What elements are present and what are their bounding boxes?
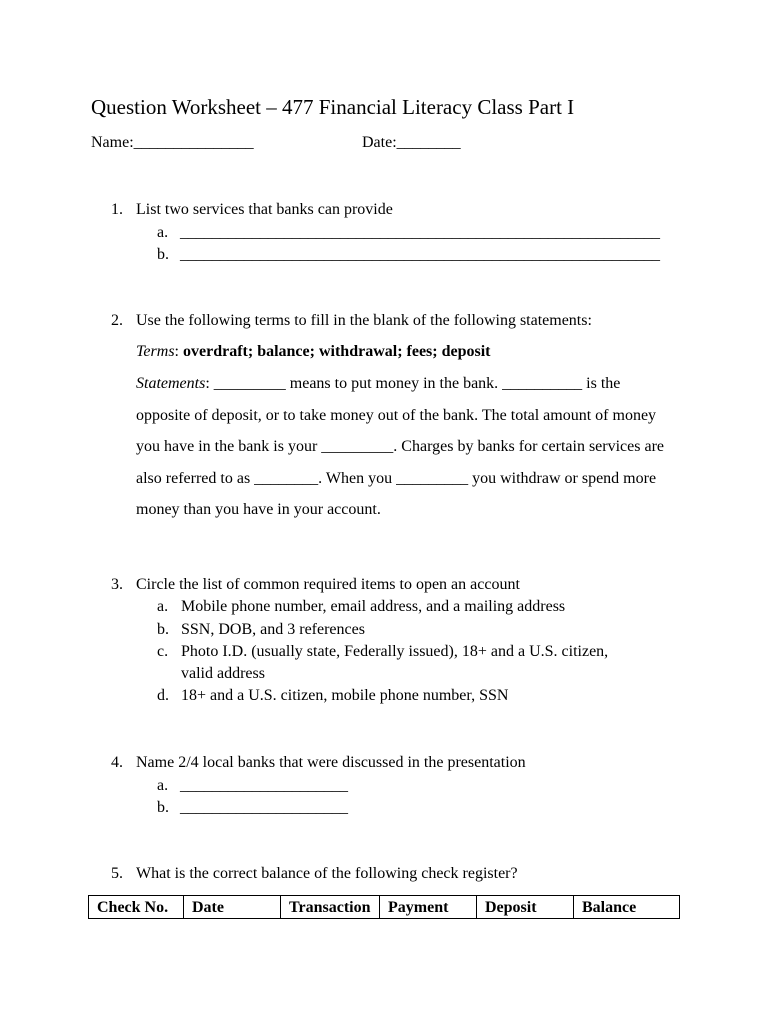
question-3-option-b-letter: b. bbox=[157, 621, 169, 638]
question-3-number: 3. bbox=[111, 576, 123, 593]
terms-colon: : bbox=[174, 343, 183, 360]
date-field: Date:________ bbox=[362, 134, 461, 151]
question-3-option-c: Photo I.D. (usually state, Federally issued), 18+ and a U.S. citizen, bbox=[181, 643, 609, 660]
question-3-option-d: 18+ and a U.S. citizen, mobile phone number, SSN bbox=[181, 687, 509, 704]
question-4-option-a-letter: a. bbox=[157, 777, 169, 794]
question-1-number: 1. bbox=[111, 201, 123, 218]
question-4-text: Name 2/4 local banks that were discussed in the presentation bbox=[136, 754, 526, 771]
column-balance: Balance bbox=[574, 896, 680, 919]
question-2-text: Use the following terms to fill in the blank of the following statements: bbox=[136, 312, 592, 329]
worksheet-title: Question Worksheet – 477 Financial Literacy Class Part I bbox=[91, 95, 575, 119]
check-register-header-row bbox=[89, 896, 680, 919]
question-2-statements bbox=[136, 368, 676, 526]
question-1-option-a-letter: a. bbox=[157, 224, 169, 241]
question-3-option-a: Mobile phone number, email address, and a mailing address bbox=[181, 598, 566, 615]
question-5-text: What is the correct balance of the following check register? bbox=[136, 865, 518, 882]
name-field: Name:_______________ bbox=[91, 134, 254, 151]
question-3-option-d-letter: d. bbox=[157, 687, 169, 704]
question-3-option-c-continued: valid address bbox=[181, 665, 265, 682]
column-transaction: Transaction bbox=[281, 896, 380, 919]
column-deposit: Deposit bbox=[477, 896, 574, 919]
question-3-option-a-letter: a. bbox=[157, 598, 169, 615]
question-1-answer-b-line: ____________________________________________________________ bbox=[180, 246, 660, 263]
question-1-answer-a-line: ____________________________________________________________ bbox=[180, 224, 660, 241]
column-check-no: Check No. bbox=[89, 896, 184, 919]
terms-label: Terms bbox=[136, 343, 175, 360]
statements-text: : _________ means to put money in the bank. __________ is the opposite of deposit, or to take money out of the bank. The total amount of money you have in the bank is your _________. Charges by banks for certain services are also referred to as ________. When you _________ you withdraw or spend more money than you have in your account. bbox=[136, 375, 665, 518]
question-4-answer-b-line: _____________________ bbox=[180, 799, 348, 816]
question-4-number: 4. bbox=[111, 754, 123, 771]
column-date: Date bbox=[184, 896, 281, 919]
question-1-option-b-letter: b. bbox=[157, 246, 169, 263]
statements-label: Statements bbox=[136, 375, 206, 392]
question-4-option-b-letter: b. bbox=[157, 799, 169, 816]
question-3-option-b: SSN, DOB, and 3 references bbox=[181, 621, 365, 638]
question-1-text: List two services that banks can provide bbox=[136, 201, 393, 218]
check-register-table bbox=[88, 895, 680, 919]
question-5-number: 5. bbox=[111, 865, 123, 882]
question-3-text: Circle the list of common required items to open an account bbox=[136, 576, 520, 593]
question-2-number: 2. bbox=[111, 312, 123, 329]
question-4-answer-a-line: _____________________ bbox=[180, 777, 348, 794]
column-payment: Payment bbox=[380, 896, 477, 919]
question-2-terms bbox=[136, 343, 491, 361]
terms-list: overdraft; balance; withdrawal; fees; deposit bbox=[183, 343, 491, 360]
question-3-option-c-letter: c. bbox=[157, 643, 169, 660]
